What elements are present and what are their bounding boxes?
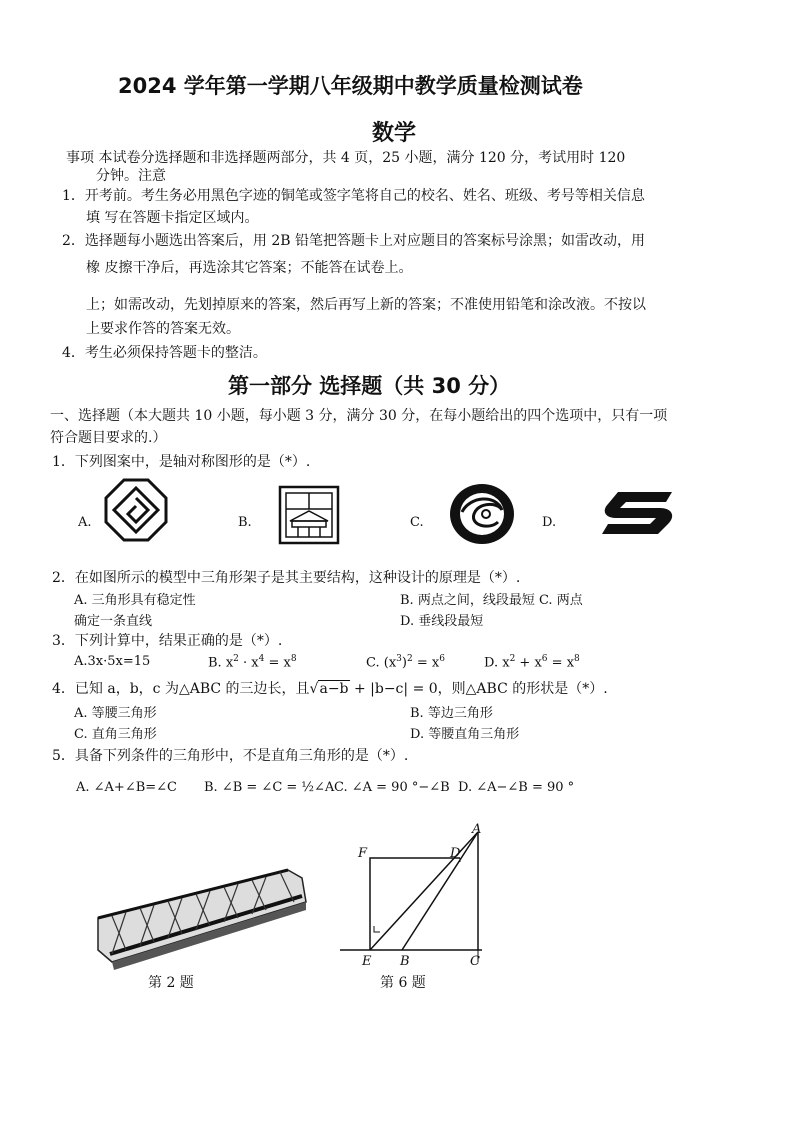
- q3-option-b: B. $x^2 \cdot x^4 = x^8$: [208, 654, 297, 671]
- q6-label-c: C: [470, 954, 480, 969]
- notes-item1-line2: 填 写在答题卡指定区域内。: [86, 210, 259, 226]
- q5-option-c: C. ∠A = 90 °−∠B: [334, 780, 450, 795]
- q4-option-d: D. 等腰直角三角形: [410, 727, 520, 742]
- q1-label-d: D.: [542, 515, 557, 530]
- notes-item2-line1: 2．选择题每小题选出答案后，用 2B 铅笔把答题卡上对应题目的答案标号涂黑；如雷改动，用: [62, 233, 646, 249]
- q1-label-b: B.: [238, 515, 252, 530]
- q1-stem: 1．下列图案中，是轴对称图形的是（*）.: [52, 454, 311, 470]
- q1-figure-b: [278, 485, 340, 545]
- q4-option-c: C. 直角三角形: [74, 727, 157, 742]
- section1-instr-line1: 一、选择题（本大题共 10 小题，每小题 3 分，满分 30 分，在每小题给出的四个选项中，只有一项: [50, 408, 668, 424]
- q1-label-a: A.: [78, 515, 92, 530]
- sqrt-sign: √: [309, 681, 319, 697]
- q1-figure-d: [596, 490, 680, 536]
- notes-item2-line2: 橡 皮擦干净后，再选涂其它答案；不能答在试卷上。: [86, 260, 413, 276]
- q5-option-d: D. ∠A−∠B = 90 °: [458, 780, 575, 795]
- q4-option-a: A. 等腰三角形: [74, 706, 157, 721]
- q6-label-e: E: [362, 954, 372, 969]
- section1-heading: 第一部分 选择题（共 30 分）: [228, 374, 511, 398]
- q1-label-c: C.: [410, 515, 424, 530]
- q3-option-a: A.3x·5x=15: [74, 654, 151, 669]
- q6-figure-caption: 第 6 题: [380, 975, 426, 991]
- notes-item1-line1: 1．开考前。考生务必用黑色字迹的铜笔或签字笔将自己的校名、姓名、班级、考号等相关信息: [62, 188, 645, 204]
- q4-stem: 4．已知 a，b，c 为△ABC 的三边长，且√a−b + |b−c| = 0，则△ABC 的形状是（*）.: [52, 681, 608, 697]
- q6-figure-geometry: [340, 822, 500, 972]
- q2-figure-caption: 第 2 题: [148, 975, 194, 991]
- subject-title: 数学: [372, 121, 417, 146]
- q5-stem: 5．具备下列条件的三角形中，不是直角三角形的是（*）.: [52, 748, 409, 764]
- q5-option-a: A. ∠A+∠B=∠C: [76, 780, 178, 795]
- q5-option-b: B. ∠B = ∠C = ½∠A: [204, 780, 335, 795]
- q2-option-c: 确定一条直线: [74, 614, 153, 629]
- q3-stem: 3．下列计算中，结果正确的是（*）.: [52, 633, 283, 649]
- notes-item3-line1: 上；如需改动，先划掉原来的答案，然后再写上新的答案；不准使用铅笔和涂改液。不按以: [86, 297, 646, 313]
- q3-option-d: D. $x^2 + x^6 = x^8$: [484, 654, 580, 671]
- q3-option-c: C. $(x^3)^2 = x^6$: [366, 654, 445, 671]
- notes-intro-line1: 事项 本试卷分选择题和非选择题两部分，共 4 页，25 小题，满分 120 分，考试用时 120: [66, 150, 626, 166]
- q4-option-b: B. 等边三角形: [410, 706, 493, 721]
- q2-option-a: A. 三角形具有稳定性: [74, 593, 196, 608]
- q2-option-b: B. 两点之间，线段最短 C. 两点: [400, 593, 583, 608]
- notes-item3-line2: 上要求作答的答案无效。: [86, 321, 240, 337]
- q2-figure-truss-bridge: [92, 850, 310, 972]
- q1-figure-c: [448, 482, 516, 546]
- q2-stem: 2．在如图所示的模型中三角形架子是其主要结构，这种设计的原理是（*）.: [52, 570, 521, 586]
- exam-title: 2024 学年第一学期八年级期中教学质量检测试卷: [118, 74, 583, 98]
- q6-label-b: B: [400, 954, 410, 969]
- q2-option-d: D. 垂线段最短: [400, 614, 484, 629]
- q6-label-d: D: [450, 846, 461, 861]
- q6-label-f: F: [358, 846, 368, 861]
- notes-intro-line2: 分钟。注意: [96, 168, 166, 184]
- q6-label-a: A: [472, 822, 482, 837]
- section1-instr-line2: 符合题目要求的.）: [50, 430, 167, 446]
- q1-figure-a: [104, 478, 168, 542]
- notes-item4: 4．考生必须保持答题卡的整洁。: [62, 345, 267, 361]
